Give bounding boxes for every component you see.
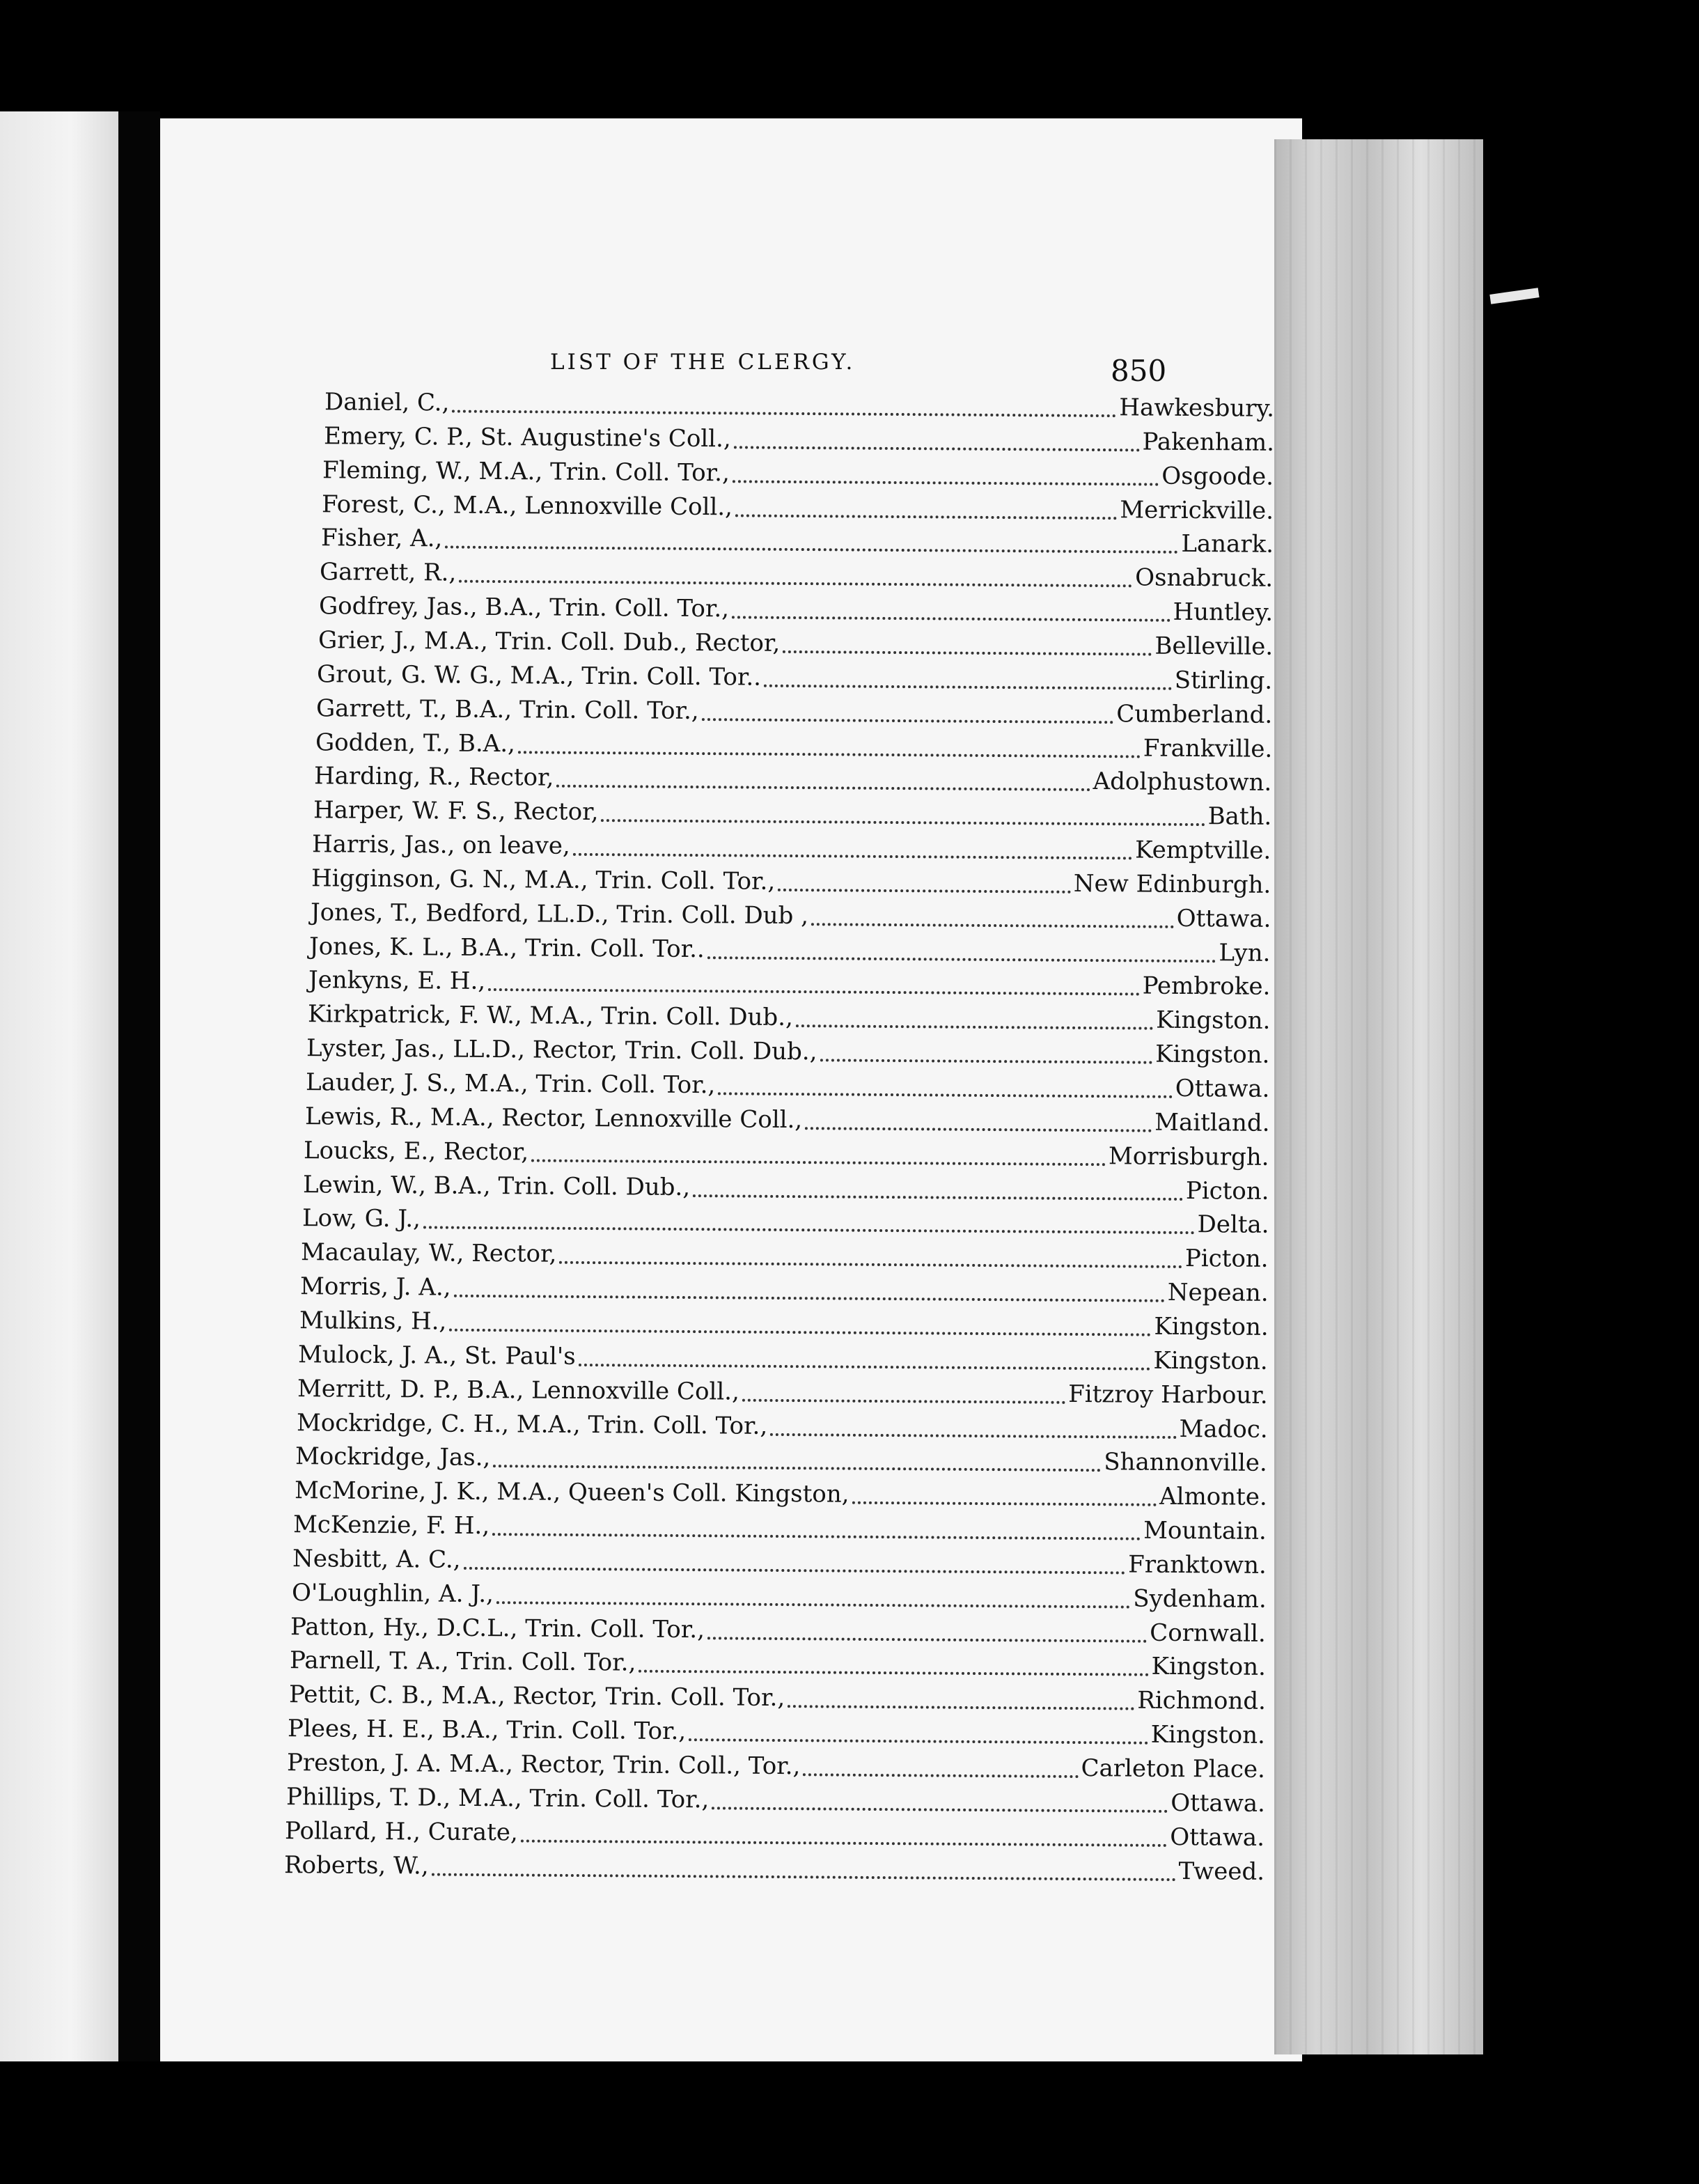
parish-place: Ottawa. [1170, 1823, 1265, 1852]
dot-leader [795, 1024, 1152, 1030]
clergy-name: O'Loughlin, A. J., [291, 1578, 494, 1608]
parish-place: Kemptville. [1135, 836, 1271, 865]
list-entry [308, 967, 1271, 1004]
dot-leader [693, 1194, 1183, 1201]
clergy-name: Lewis, R., M.A., Rector, Lennoxville Coll., [304, 1102, 802, 1134]
parish-place: Picton. [1185, 1245, 1269, 1274]
dot-leader [449, 1329, 1151, 1336]
clergy-name: Low, G. J., [302, 1204, 421, 1233]
parish-place: Ottawa. [1175, 1074, 1270, 1103]
clergy-name: Merritt, D. P., B.A., Lennoxville Coll., [297, 1374, 739, 1406]
parish-place: Kingston. [1150, 1720, 1266, 1750]
clergy-name: Fleming, W., M.A., Trin. Coll. Tor., [322, 455, 730, 488]
list-entry [306, 1068, 1270, 1106]
list-entry [315, 728, 1271, 766]
clergy-name: Mockridge, C. H., M.A., Trin. Coll. Tor., [296, 1408, 767, 1440]
parish-place: Kingston. [1155, 1040, 1270, 1069]
list-entry [305, 1102, 1270, 1140]
dot-leader [464, 1567, 1126, 1575]
clergy-name: Lyster, Jas., LL.D., Rector, Trin. Coll. Dub., [306, 1034, 818, 1066]
parish-place: Delta. [1197, 1210, 1269, 1240]
clergy-name: Garrett, T., B.A., Trin. Coll. Tor., [315, 694, 699, 725]
clergy-name: Harding, R., Rector, [314, 762, 554, 792]
dot-leader [707, 1637, 1147, 1642]
parish-place: Osnabruck. [1135, 563, 1274, 593]
clergy-name: Emery, C. P., St. Augustine's Coll., [323, 422, 731, 453]
dot-leader [556, 785, 1090, 791]
parish-place: Tweed. [1178, 1857, 1265, 1886]
list-entry [311, 898, 1271, 936]
dot-leader [783, 650, 1152, 656]
dot-leader [803, 1773, 1078, 1778]
dot-leader [718, 1092, 1173, 1098]
clergy-name: Daniel, C., [324, 388, 450, 417]
list-entry [290, 1647, 1266, 1685]
dot-leader [459, 580, 1132, 588]
dot-leader [573, 853, 1133, 860]
parish-place: Osgoode. [1161, 462, 1274, 491]
parish-place: Carleton Place. [1081, 1754, 1266, 1784]
clergy-name: Loucks, E., Rector, [304, 1136, 529, 1167]
list-entry [314, 763, 1272, 800]
parish-place: Franktown. [1128, 1550, 1267, 1580]
parish-place: Almonte. [1159, 1482, 1267, 1512]
dot-leader [493, 1465, 1101, 1472]
clergy-name: Harper, W. F. S., Rector, [313, 796, 599, 827]
dot-leader [492, 1533, 1141, 1540]
clergy-name: Phillips, T. D., M.A., Trin. Coll. Tor., [285, 1782, 710, 1814]
list-entry [311, 864, 1271, 902]
parish-place: Ottawa. [1170, 1788, 1265, 1818]
parish-place: Adolphustown. [1093, 767, 1272, 797]
parish-place: Stirling. [1174, 666, 1273, 695]
list-entry [304, 1137, 1269, 1174]
parish-place: Kingston. [1153, 1346, 1268, 1375]
dot-leader [701, 718, 1113, 724]
dot-leader [764, 684, 1172, 689]
list-entry [295, 1442, 1267, 1480]
dot-leader [601, 819, 1205, 826]
parish-place: Cornwall. [1150, 1618, 1267, 1648]
dot-leader [742, 1398, 1065, 1403]
parish-place: Morrisburgh. [1109, 1141, 1269, 1171]
list-entry [322, 456, 1274, 494]
clergy-name: Grout, G. W. G., M.A., Trin. Coll. Tor.. [317, 660, 762, 692]
parish-place: Pembroke. [1142, 972, 1271, 1001]
dot-leader [707, 956, 1216, 962]
clergy-name: Nesbitt, A. C., [292, 1545, 461, 1574]
dot-leader [452, 410, 1116, 418]
clergy-name: McMorine, J. K., M.A., Queen's Coll. Kingston, [294, 1476, 850, 1508]
clergy-name: Harris, Jas., on leave, [312, 830, 571, 860]
parish-place: Kingston. [1153, 1312, 1269, 1341]
dot-leader [453, 1295, 1164, 1302]
clergy-name: Higginson, G. N., M.A., Trin. Coll. Tor., [311, 864, 776, 896]
dot-leader [560, 1261, 1183, 1268]
clergy-name: Pettit, C. B., M.A., Rector, Trin. Coll. Tor., [288, 1680, 785, 1713]
clergy-name: Plees, H. E., B.A., Trin. Coll. Tor., [288, 1715, 687, 1746]
parish-place: Frankville. [1143, 734, 1272, 763]
list-entry [317, 660, 1272, 698]
parish-place: Belleville. [1154, 632, 1273, 661]
dot-leader [805, 1127, 1152, 1132]
list-entry [312, 830, 1271, 868]
list-entry [300, 1272, 1269, 1310]
dot-leader [431, 1873, 1175, 1880]
dot-leader [820, 1059, 1153, 1063]
list-entry [320, 524, 1273, 562]
list-entry [308, 1000, 1271, 1038]
parish-place: Lanark. [1180, 530, 1274, 559]
clergy-name: Mockridge, Jas., [295, 1442, 491, 1472]
list-entry [292, 1545, 1267, 1582]
dot-leader [732, 616, 1170, 621]
parish-place: Hawkesbury. [1119, 393, 1275, 423]
dot-leader [788, 1705, 1134, 1710]
parish-place: Cumberland. [1116, 699, 1273, 729]
running-title: LIST OF THE CLERGY. [550, 350, 856, 375]
dot-leader [811, 923, 1174, 928]
clergy-name: Preston, J. A. M.A., Rector, Trin. Coll., Tor., [286, 1749, 801, 1781]
clergy-name: Jenkyns, E. H., [308, 966, 486, 996]
dot-leader [445, 546, 1178, 554]
list-entry [324, 422, 1274, 460]
clergy-name: Lauder, J. S., M.A., Trin. Coll. Tor., [305, 1068, 716, 1100]
list-entry [302, 1205, 1269, 1242]
list-entry [324, 388, 1274, 426]
clergy-name: Godfrey, Jas., B.A., Trin. Coll. Tor., [318, 592, 730, 623]
parish-place: Ottawa. [1176, 904, 1271, 933]
list-entry [319, 592, 1273, 630]
dot-leader [496, 1601, 1130, 1608]
list-entry [318, 626, 1272, 664]
dot-leader [689, 1738, 1148, 1745]
clergy-name: Forest, C., M.A., Lennoxville Coll., [321, 490, 733, 521]
clergy-name: Fisher, A., [320, 524, 442, 553]
dot-leader [778, 889, 1071, 894]
dot-leader [517, 751, 1140, 758]
clergy-name: Parnell, T. A., Trin. Coll. Tor., [289, 1646, 636, 1678]
clergy-name: Mulkins, H., [299, 1306, 447, 1336]
parish-place: Richmond. [1136, 1686, 1266, 1716]
list-entry [289, 1680, 1266, 1718]
dot-leader [639, 1670, 1148, 1676]
clergy-name: Lewin, W., B.A., Trin. Coll. Dub., [302, 1170, 691, 1201]
clergy-name: Jones, K. L., B.A., Trin. Coll. Tor.. [309, 932, 705, 963]
list-entry [322, 490, 1274, 528]
clergy-name: Kirkpatrick, F. W., M.A., Trin. Coll. Dub., [307, 1000, 793, 1032]
list-entry [320, 558, 1273, 595]
list-entry [284, 1851, 1265, 1889]
dot-leader [770, 1433, 1176, 1438]
dot-leader [521, 1839, 1168, 1846]
clergy-name: Macaulay, W., Rector, [301, 1238, 557, 1268]
dot-leader [579, 1364, 1151, 1371]
list-entry [287, 1749, 1265, 1786]
parish-place: Picton. [1185, 1176, 1269, 1206]
dot-leader [733, 480, 1159, 485]
list-entry [292, 1579, 1267, 1616]
parish-place: Kingston. [1155, 1006, 1271, 1036]
parish-place: Bath. [1207, 802, 1272, 831]
dot-leader [733, 446, 1139, 451]
list-entry [286, 1783, 1265, 1820]
list-entry [313, 796, 1272, 834]
list-entry [297, 1375, 1268, 1412]
dot-leader [531, 1159, 1106, 1166]
parish-place: Maitland. [1154, 1108, 1270, 1137]
page-number: 850 [1111, 354, 1167, 388]
list-entry [309, 933, 1271, 970]
dot-leader [735, 514, 1117, 520]
clergy-name: Morris, J. A., [299, 1272, 451, 1302]
list-entry [303, 1171, 1269, 1208]
clergy-name: McKenzie, F. H., [293, 1511, 490, 1540]
parish-place: Sydenham. [1132, 1584, 1267, 1614]
list-entry [299, 1306, 1268, 1344]
list-entry [298, 1341, 1268, 1378]
list-entry [296, 1409, 1267, 1446]
parish-place: Merrickville. [1120, 495, 1274, 525]
list-entry [301, 1238, 1269, 1276]
parish-place: New Edinburgh. [1073, 869, 1271, 899]
parish-place: Lyn. [1219, 938, 1271, 967]
dot-leader [852, 1502, 1157, 1506]
list-entry [295, 1476, 1267, 1514]
clergy-name: Mulock, J. A., St. Paul's [298, 1340, 577, 1371]
dot-leader [423, 1226, 1194, 1235]
dot-leader [712, 1807, 1168, 1813]
parish-place: Pakenham. [1142, 428, 1274, 457]
parish-place: Huntley. [1173, 598, 1274, 627]
parish-place: Shannonville. [1104, 1448, 1268, 1478]
list-entry [288, 1715, 1265, 1752]
parish-place: Kingston. [1151, 1653, 1267, 1682]
list-entry [293, 1511, 1267, 1548]
parish-place: Mountain. [1143, 1516, 1267, 1545]
list-entry [290, 1613, 1266, 1651]
clergy-name: Pollard, H., Curate, [285, 1816, 519, 1847]
clergy-name: Godden, T., B.A., [315, 728, 515, 758]
list-entry [316, 694, 1272, 732]
list-entry [306, 1034, 1270, 1072]
clergy-name: Garrett, R., [320, 558, 457, 587]
clergy-name: Grier, J., M.A., Trin. Coll. Dub., Rector, [318, 626, 780, 657]
clergy-name: Roberts, W., [283, 1850, 429, 1880]
parish-place: Nepean. [1167, 1278, 1269, 1307]
list-entry [285, 1817, 1265, 1855]
parish-place: Madoc. [1178, 1414, 1268, 1444]
parish-place: Fitzroy Harbour. [1067, 1380, 1268, 1410]
dot-leader [488, 988, 1140, 996]
clergy-name: Patton, Hy., D.C.L., Trin. Coll. Tor., [290, 1612, 705, 1644]
clergy-name: Jones, T., Bedford, LL.D., Trin. Coll. Dub , [310, 898, 808, 930]
